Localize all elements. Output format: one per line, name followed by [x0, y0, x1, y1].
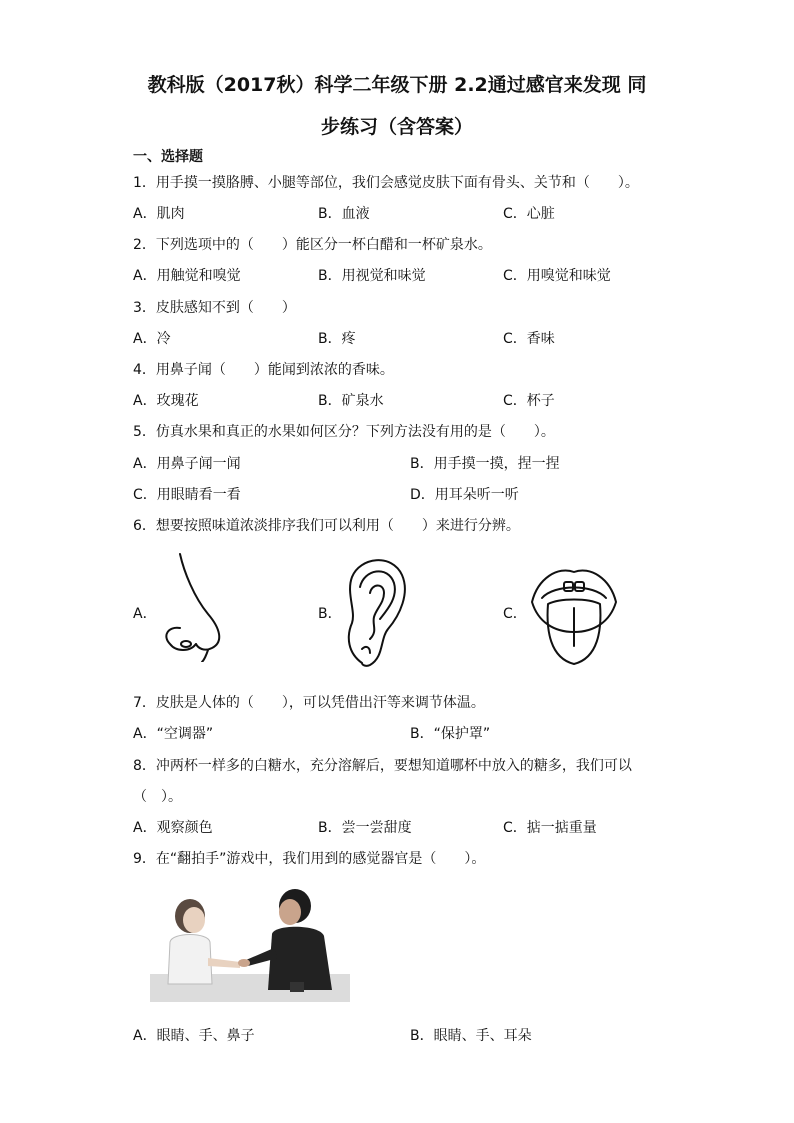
question-8: 8．冲两杯一样多的白糖水，充分溶解后，要想知道哪杯中放入的糖多，我们可以 — [133, 758, 632, 774]
q1-option-a[interactable]: A．肌肉 — [133, 206, 185, 222]
question-3: 3．皮肤感知不到（ ） — [133, 300, 296, 316]
section-heading: 一、选择题 — [133, 149, 203, 165]
q2-option-c[interactable]: C．用嗅觉和味觉 — [503, 268, 611, 284]
page-title-line2: 步练习（含答案） — [320, 116, 473, 138]
q8-option-a[interactable]: A．观察颜色 — [133, 820, 213, 836]
page-title: 教科版（2017秋）科学二年级下册 2.2通过感官来发现 同 — [147, 74, 647, 96]
question-9: 9．在“翻拍手”游戏中，我们用到的感觉器官是（ ）。 — [133, 851, 486, 867]
q3-option-c[interactable]: C．香味 — [503, 331, 555, 347]
tongue-drawing — [528, 560, 620, 670]
question-7: 7．皮肤是人体的（ ），可以凭借出汗等来调节体温。 — [133, 695, 485, 711]
question-8-continued: （ ）。 — [133, 789, 182, 805]
question-5: 5．仿真水果和真正的水果如何区分？下列方法没有用的是（ ）。 — [133, 424, 555, 440]
q3-option-a[interactable]: A．冷 — [133, 331, 171, 347]
q8-option-c[interactable]: C．掂一掂重量 — [503, 820, 597, 836]
q5-option-b[interactable]: B．用手摸一摸，捏一捏 — [410, 456, 560, 472]
q5-option-c[interactable]: C．用眼睛看一看 — [133, 487, 241, 503]
q1-option-b[interactable]: B．血液 — [318, 206, 370, 222]
q6-option-c[interactable]: C． — [503, 606, 527, 622]
q4-option-b[interactable]: B．矿泉水 — [318, 393, 384, 409]
nose-drawing — [150, 552, 230, 662]
question-2: 2．下列选项中的（ ）能区分一杯白醋和一杯矿泉水。 — [133, 237, 492, 253]
q5-option-d[interactable]: D．用耳朵听一听 — [410, 487, 519, 503]
q2-option-a[interactable]: A．用触觉和嗅觉 — [133, 268, 241, 284]
question-4: 4．用鼻子闻（ ）能闻到浓浓的香味。 — [133, 362, 394, 378]
question-6: 6．想要按照味道浓淡排序我们可以利用（ ）来进行分辨。 — [133, 518, 520, 534]
question-1: 1．用手摸一摸胳膊、小腿等部位，我们会感觉皮肤下面有骨头、关节和（ ）。 — [133, 175, 639, 191]
q9-option-b[interactable]: B．眼睛、手、耳朵 — [410, 1028, 532, 1044]
q1-option-c[interactable]: C．心脏 — [503, 206, 555, 222]
q6-option-b[interactable]: B． — [318, 606, 342, 622]
q7-option-a[interactable]: A．“空调器” — [133, 726, 214, 742]
ear-drawing — [340, 553, 410, 671]
q8-option-b[interactable]: B．尝一尝甜度 — [318, 820, 412, 836]
q2-option-b[interactable]: B．用视觉和味觉 — [318, 268, 426, 284]
q7-option-b[interactable]: B．“保护罩” — [410, 726, 491, 742]
q3-option-b[interactable]: B．疼 — [318, 331, 356, 347]
q4-option-a[interactable]: A．玫瑰花 — [133, 393, 199, 409]
q4-option-c[interactable]: C．杯子 — [503, 393, 555, 409]
q6-option-a[interactable]: A． — [133, 606, 157, 622]
q5-option-a[interactable]: A．用鼻子闻一闻 — [133, 456, 241, 472]
children-clapping-photo — [150, 882, 350, 1004]
q9-option-a[interactable]: A．眼睛、手、鼻子 — [133, 1028, 255, 1044]
